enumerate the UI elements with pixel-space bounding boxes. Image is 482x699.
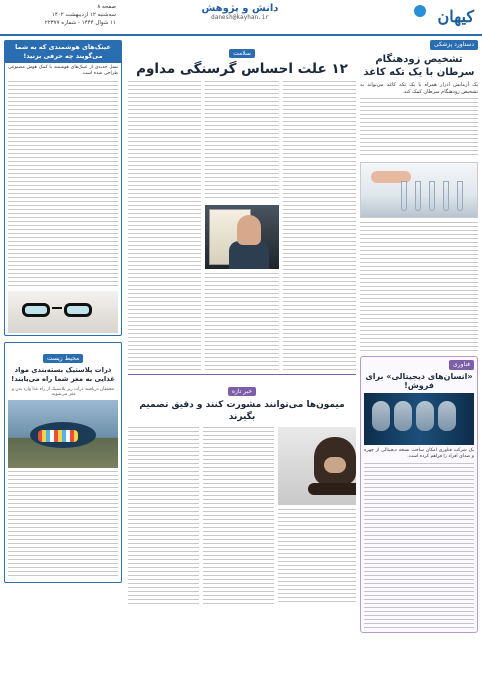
section-name: دانش و پژوهش bbox=[201, 3, 279, 14]
right-column bbox=[360, 40, 478, 695]
urine-test-photo bbox=[360, 162, 478, 218]
monkeys-body-col1 bbox=[278, 509, 356, 605]
issue-date: سه‌شنبه ۱۲ اردیبهشت ۱۴۰۲ bbox=[51, 12, 116, 18]
hunger-body-col3 bbox=[128, 81, 201, 371]
microplastics-body bbox=[8, 471, 118, 579]
digital-humans-body bbox=[364, 463, 474, 629]
masthead bbox=[0, 0, 482, 36]
smart-glasses-headline: عینک‌های هوشمندی که به شما می‌گویند چه حرفی بزنید! bbox=[5, 41, 121, 63]
plastic-fish-sculpture-photo bbox=[8, 400, 118, 468]
microplastics-headline: ذرات پلاستیک بسته‌بندی مواد غذایی به مغز شما راه می‌یابند! bbox=[5, 364, 121, 386]
left-column bbox=[4, 40, 122, 695]
hunger-kicker: سلامت bbox=[229, 49, 255, 58]
cancer-test-lead: یک آزمایش ادرار همراه با یک تکه کاغذ می‌تواند به تشخیص زودهنگام سرطان کمک کند. bbox=[360, 82, 478, 95]
page-number: صفحه ۸ bbox=[97, 4, 116, 10]
man-at-fridge-photo bbox=[205, 205, 278, 269]
issue-meta bbox=[6, 3, 116, 27]
hunger-body-col2-continued bbox=[205, 273, 278, 371]
digital-humans-headline: «انسان‌های دیجیتالی» برای فروش! bbox=[365, 372, 473, 390]
hunger-headline: ۱۲ علت احساس گرسنگی مداوم bbox=[136, 61, 348, 77]
newspaper-logo bbox=[412, 3, 474, 31]
digital-humans-lead: یک شرکت فناوری امکان ساخت نسخه دیجیتالی از چهره و صدای افراد را فراهم کرده است. bbox=[364, 448, 474, 459]
logo-mark-icon bbox=[414, 5, 426, 17]
section-title bbox=[190, 3, 290, 21]
digital-humans-kicker: فناوری bbox=[449, 360, 474, 370]
middle-column bbox=[128, 40, 356, 695]
digital-faces-photo bbox=[364, 393, 474, 445]
monkeys-article bbox=[128, 427, 356, 605]
cancer-test-body bbox=[360, 98, 478, 158]
cancer-test-body-continued bbox=[360, 222, 478, 352]
monkeys-body-col3 bbox=[128, 427, 199, 605]
smart-glasses-photo bbox=[8, 291, 118, 333]
smart-glasses-body bbox=[8, 81, 118, 289]
monkeys-body-col2 bbox=[203, 427, 274, 605]
smart-glasses-box bbox=[4, 40, 122, 336]
brand-name: کیهان bbox=[437, 7, 474, 26]
section-email: danesh@kayhan.ir bbox=[211, 14, 269, 21]
microplastics-box bbox=[4, 342, 122, 583]
chimpanzee-photo bbox=[278, 427, 356, 505]
monkeys-headline: میمون‌ها می‌توانند مشورت کنند و دقیق تصمیم بگیرند bbox=[139, 400, 345, 422]
issue-number: ۱۱ شوال ۱۴۴۴ - شماره ۲۲۳۷۷ bbox=[44, 20, 116, 26]
hunger-body-col2 bbox=[205, 81, 278, 201]
microplastics-lead: محققان دریافتند ذرات ریز پلاستیک از راه غذا وارد بدن و مغز می‌شوند. bbox=[11, 387, 115, 397]
hunger-article bbox=[128, 81, 356, 371]
monkeys-kicker: خبر تازه bbox=[228, 387, 256, 396]
cancer-test-headline: تشخیص زودهنگام سرطان با یک تکه کاغذ bbox=[363, 54, 475, 78]
right-kicker: دستاورد پزشکی bbox=[430, 40, 478, 50]
microplastics-kicker: محیط زیست bbox=[43, 354, 83, 363]
hunger-body-col1 bbox=[283, 81, 356, 371]
smart-glasses-lead: نسل جدیدی از عینک‌های هوشمند با کمک هوش مصنوعی طراحی شده است. bbox=[8, 65, 118, 76]
digital-humans-box bbox=[360, 356, 478, 633]
